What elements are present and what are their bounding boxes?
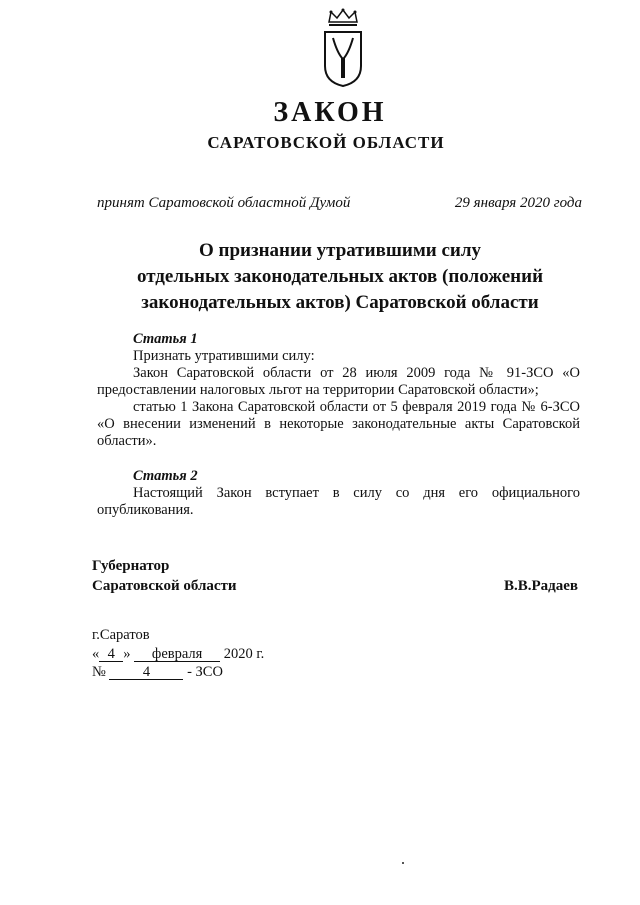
signatory-name: В.В.Радаев bbox=[503, 578, 578, 594]
article-heading: Статья 1 bbox=[133, 331, 198, 347]
city: г.Саратов bbox=[92, 627, 150, 643]
signing-day: 4 bbox=[99, 648, 123, 662]
adopted-by: принят Саратовской областной Думой bbox=[97, 195, 351, 211]
law-subject bbox=[60, 238, 620, 316]
law-number-value: 4 bbox=[109, 666, 183, 680]
article-paragraph: Признать утратившими силу: bbox=[133, 348, 315, 364]
subject-line: отдельных законодательных актов (положений bbox=[136, 266, 544, 287]
document-title: ЗАКОН bbox=[273, 97, 387, 128]
number-sign: № bbox=[92, 664, 106, 680]
article-heading: Статья 2 bbox=[133, 468, 198, 484]
position-line: Губернатор bbox=[92, 558, 170, 574]
subject-line: О признании утратившими силу bbox=[198, 240, 481, 261]
quote-open: « bbox=[92, 646, 100, 662]
article-paragraph: статью 1 Закона Саратовской области от 5 февраля 2019 года № 6-ЗСО «О внесении изменений в некоторые законодательные акты Саратовской области». bbox=[97, 399, 580, 449]
quote-close: » bbox=[123, 646, 131, 662]
article-1 bbox=[97, 331, 580, 450]
signing-year: 2020 г. bbox=[223, 646, 265, 662]
subject-line: законодательных актов) Саратовской области bbox=[141, 292, 539, 313]
signatory-position bbox=[92, 556, 237, 596]
signing-month: февраля bbox=[134, 648, 220, 662]
scan-speck bbox=[402, 862, 404, 864]
article-paragraph: Настоящий Закон вступает в силу со дня его официального опубликования. bbox=[97, 485, 580, 518]
law-number-suffix: - ЗСО bbox=[187, 664, 223, 680]
position-line: Саратовской области bbox=[92, 578, 237, 594]
adoption-date: 29 января 2020 года bbox=[454, 195, 582, 211]
law-number bbox=[92, 664, 223, 681]
article-paragraph: Закон Саратовской области от 28 июля 2009 года № 91-ЗСО «О предоставлении налоговых льгот на территории Саратовской области»; bbox=[97, 365, 580, 398]
article-2 bbox=[97, 468, 580, 519]
coat-of-arms-icon bbox=[321, 8, 365, 88]
document-subtitle: САРАТОВСКОЙ ОБЛАСТИ bbox=[207, 133, 445, 152]
signing-date bbox=[92, 646, 264, 663]
